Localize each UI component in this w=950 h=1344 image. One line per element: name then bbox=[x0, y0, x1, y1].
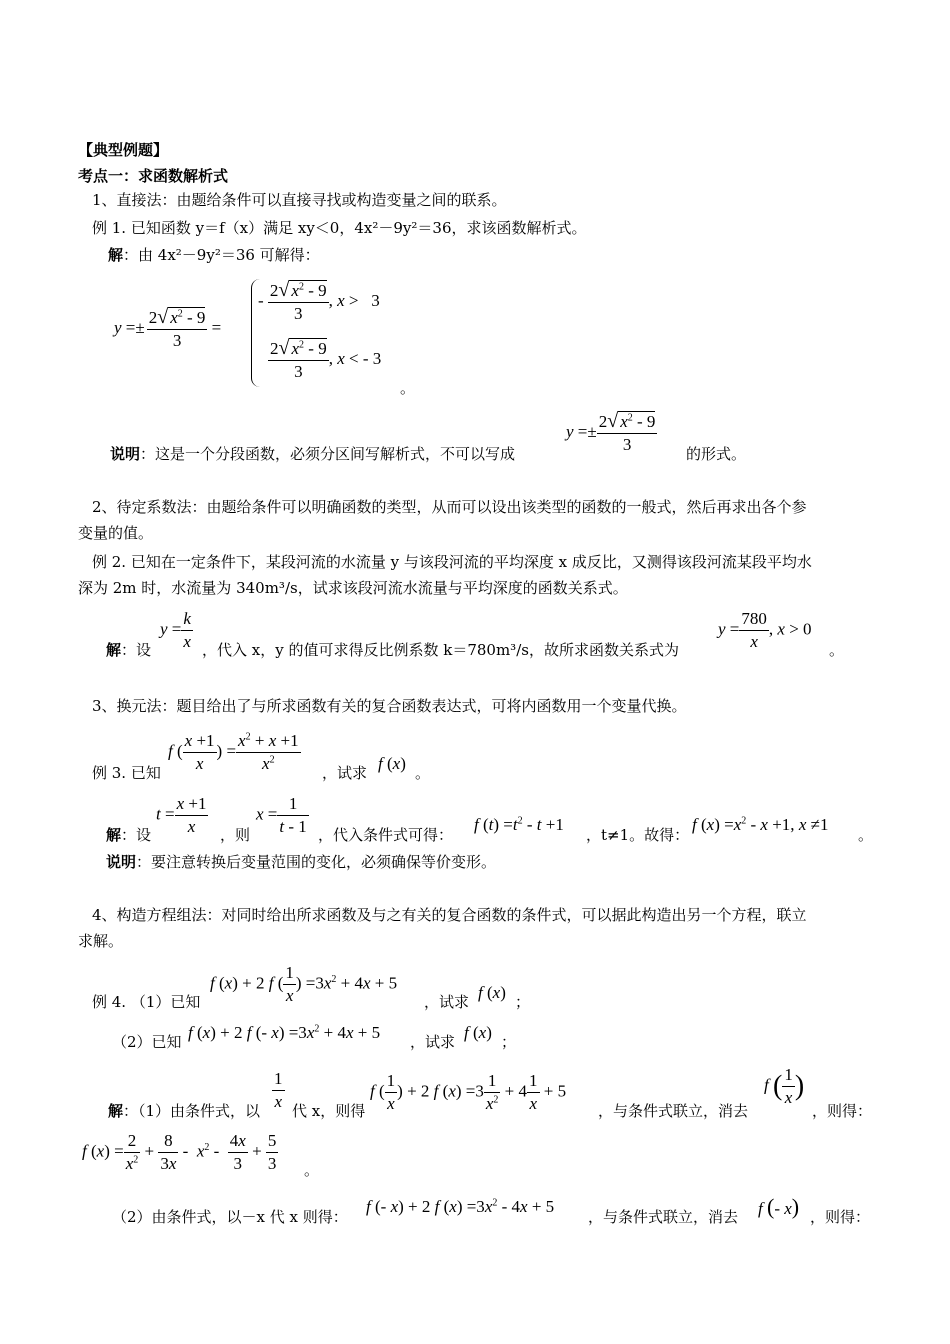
s3-example-a: 例 3. 已知 bbox=[92, 764, 161, 782]
s4-derived-1: f ( $\frac{1}{x}$ ) + 2 f (x) =3 $\frac{1}{x^2}$ + 4 $\frac{1}{x}$ + 5 bbox=[370, 1071, 567, 1113]
s2-formula-result: y = $\frac{780}{x}$ , x > 0 bbox=[718, 609, 812, 651]
s1-note-formula: y =± $\frac{2√ x^2 - 9}{3}$ bbox=[566, 410, 656, 454]
s3-solution-b: ，则 bbox=[220, 826, 251, 844]
s3-note: 说明：要注意转换后变量范围的变化，必须确保等价变形。 bbox=[106, 853, 497, 871]
s4-solution-2-b: ，与条件式联立，消去 bbox=[588, 1208, 739, 1226]
s1-note: 说明：这是一个分段函数，必须分区间写解析式，不可以写成 bbox=[110, 445, 516, 463]
s1-example: 例 1. 已知函数 y＝f（x）满足 xy＜0，4x²－9y²＝36，求该函数解析式。 bbox=[92, 219, 587, 237]
s4-target-f-2: f (x) bbox=[464, 1023, 492, 1042]
s3-intro: 3、换元法：题目给出了与所求函数有关的复合函数表达式，可将内函数用一个变量代换。 bbox=[92, 697, 687, 715]
s4-solution-1-b: 代 x，则得 bbox=[292, 1102, 366, 1120]
s3-solution-c: ，代入条件式可得： bbox=[318, 826, 454, 844]
s2-solution-a: 解：设 bbox=[106, 641, 152, 659]
s4-example-2-b: ，试求 bbox=[410, 1033, 456, 1051]
s4-recip-x: $\frac{1}{x}$ bbox=[274, 1069, 283, 1111]
s1-intro: 1、直接法：由题给条件可以直接寻找或构造变量之间的联系。 bbox=[92, 191, 507, 209]
s1-note-tail: 的形式。 bbox=[686, 445, 747, 463]
s4-target-f-1: f (x) bbox=[478, 983, 506, 1002]
s3-result-formula: f $(x) =x^2 - x +1$, x ≠1 bbox=[692, 815, 829, 834]
s3-solution-a: 解：设 bbox=[106, 826, 152, 844]
s3-target-f: f (x) bbox=[378, 754, 406, 773]
s3-sub-t: t = $\frac{x +1}{x}$ bbox=[156, 794, 207, 836]
s4-solution-1-d: ，则得： bbox=[812, 1102, 873, 1120]
s3-example-c: 。 bbox=[415, 764, 431, 782]
s4-solution-1-a: 解：（1）由条件式，以 bbox=[108, 1102, 261, 1120]
s4-semi-2: ； bbox=[501, 1033, 517, 1051]
s4-condition-2: f (x) + 2 f (- $x) =3x^2 + 4x + 5$ bbox=[188, 1023, 381, 1042]
section-heading: 【典型例题】 bbox=[78, 141, 169, 159]
s3-example-b: ，试求 bbox=[322, 764, 368, 782]
s2-example-1: 例 2. 已知在一定条件下，某段河流的水流量 y 与该段河流的平均深度 x 成反比，又测得该段河流某段平均水 bbox=[92, 553, 812, 571]
s4-intro-2: 求解。 bbox=[78, 932, 124, 950]
s3-solution-d: ，t≠1。故得： bbox=[586, 826, 690, 844]
s3-period: 。 bbox=[858, 826, 874, 844]
s2-intro-2: 变量的值。 bbox=[78, 524, 154, 542]
s4-derived-2: f (- x) + 2 f $(x) =3x^2 - 4x + 5$ bbox=[366, 1197, 555, 1216]
s2-example-2: 深为 2m 时，水流量为 340m³/s，试求该段河流水流量与平均深度的函数关系式。 bbox=[78, 579, 628, 597]
s1-period: 。 bbox=[400, 379, 416, 397]
piecewise-case-1: - $\frac{2√ x^2 - 9}{3}$ , x > 3 bbox=[258, 279, 380, 323]
s2-intro-1: 2、待定系数法：由题给条件可以明确函数的类型，从而可以设出该类型的函数的一般式，然后再求出各个参 bbox=[92, 498, 807, 516]
s4-solution-1-c: ，与条件式联立，消去 bbox=[598, 1102, 749, 1120]
s4-eliminate-2: f (- x) bbox=[758, 1194, 800, 1219]
s2-formula-k: y = $\frac{k}{x}$ bbox=[160, 609, 191, 651]
s4-eliminate-1: f ( $\frac{1}{x}$ ) bbox=[764, 1065, 805, 1107]
s3-condition-formula: f ( $\frac{x +1}{x}$ ) = $\frac{x^2 + x +1}{x^2}$ bbox=[168, 731, 299, 773]
s1-formula-y: y =± $\frac{2√ x^2 - 9}{3}$ = bbox=[114, 306, 222, 350]
piecewise-case-2: $\frac{2√ x^2 - 9}{3}$ , x < - 3 bbox=[270, 337, 382, 381]
s4-intro-1: 4、构造方程组法：对同时给出所求函数及与之有关的复合函数的条件式，可以据此构造出另一个方程，联立 bbox=[92, 906, 807, 924]
s4-semi-1: ； bbox=[515, 993, 531, 1011]
s4-result-1-period: 。 bbox=[304, 1161, 320, 1179]
s4-solution-2-c: ，则得： bbox=[810, 1208, 871, 1226]
s4-condition-1: f (x) + 2 f ( $\frac{1}{x}$ ) $=3x^2 + 4x + 5$ bbox=[210, 963, 398, 1005]
s4-example-1-a: 例 4. （1）已知 bbox=[92, 993, 201, 1011]
s2-period: 。 bbox=[829, 641, 845, 659]
s2-solution-b: ，代入 x，y 的值可求得反比例系数 k＝780m³/s，故所求函数关系式为 bbox=[202, 641, 679, 659]
s4-solution-2-a: （2）由条件式，以－x 代 x 则得： bbox=[112, 1208, 348, 1226]
s4-result-1: f (x) = $\frac{2}{x^2}$ + $\frac{8}{3x}$ - $x^2$ - $\frac{4x}{3}$ + $\frac{5}{3}$ bbox=[82, 1131, 277, 1173]
kaodian-title: 考点一：求函数解析式 bbox=[78, 167, 229, 185]
s4-example-2-a: （2）已知 bbox=[112, 1033, 182, 1051]
s3-sub-x: x = $\frac{1}{t - 1}$ bbox=[256, 794, 307, 836]
s3-ft-formula: f $(t) =t^2 - t +1$ bbox=[474, 815, 564, 834]
s4-example-1-b: ，试求 bbox=[424, 993, 470, 1011]
s1-solution-line: 解：由 4x²－9y²＝36 可解得： bbox=[108, 246, 320, 264]
